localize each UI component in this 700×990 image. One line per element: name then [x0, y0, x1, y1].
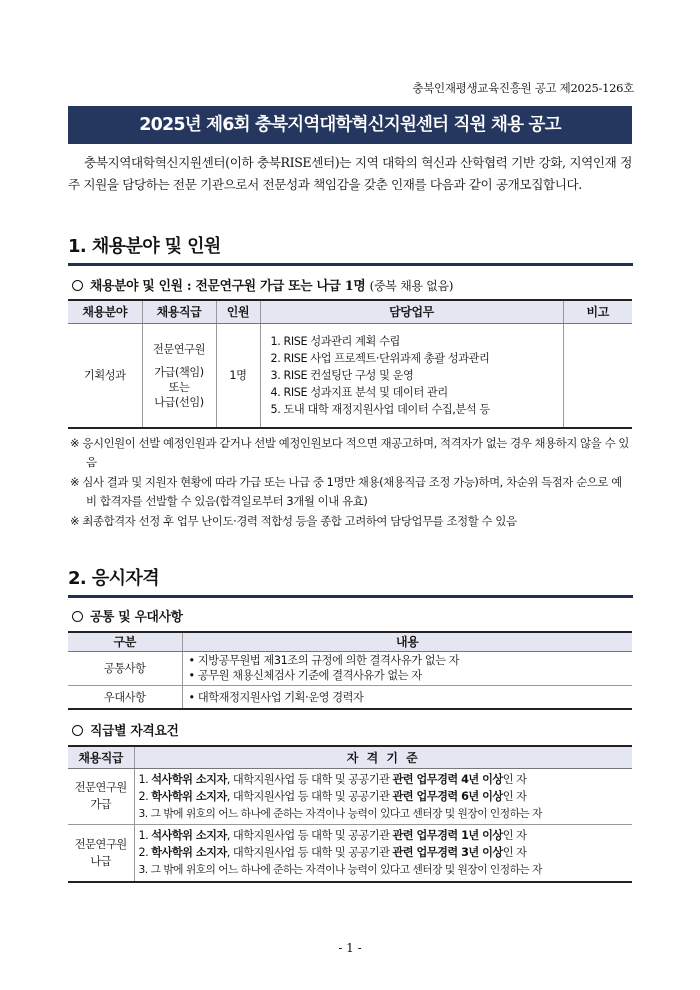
note-item: ※ 최종합격자 선정 후 업무 난이도·경력 적합성 등을 종합 고려하여 담당업무를 조정할 수 있음 — [70, 513, 517, 528]
duty-item: 5. 도내 대학 재정지원사업 데이터 수집,분석 등 — [270, 402, 490, 416]
criteria-item: 1. 석사학위 소지자, 대학지원사업 등 대학 및 공공기관 관련 업무경력 4년 이상인 자 — [138, 772, 527, 786]
header-content: 내용 — [182, 632, 632, 651]
rank-requirements-table — [68, 745, 632, 883]
subheading-recruitment — [72, 275, 453, 294]
header-field: 채용분야 — [68, 300, 142, 323]
list-item: • 대학재정지원사업 기획·운영 경력자 — [188, 690, 364, 704]
notes-list — [70, 434, 632, 531]
table-header-row — [68, 746, 632, 768]
duty-item: 4. RISE 성과지표 분석 및 데이터 관리 — [270, 385, 448, 399]
cell-remark — [563, 323, 632, 428]
duty-item: 3. RISE 컨설팅단 구성 및 운영 — [270, 368, 414, 382]
criteria-item: 3. 그 밖에 위호의 어느 하나에 준하는 자격이나 능력이 있다고 센터장 및 원장이 인정하는 자 — [138, 863, 542, 877]
intro-paragraph: 충북지역대학혁신지원센터(이하 충북RISE센터)는 지역 대학의 혁신과 산학협력 기반 강화, 지역인재 정주 지원을 담당하는 전문 기관으로서 전문성과 책임감을 갖춘 인재를 다음과 같이 공개모집합니다. — [68, 155, 632, 192]
table-header-row — [68, 300, 632, 323]
criteria-item: 3. 그 밖에 위호의 어느 하나에 준하는 자격이나 능력이 있다고 센터장 및 원장이 인정하는 자 — [138, 806, 542, 820]
page-number: - 1 - — [338, 941, 362, 955]
cell-criteria — [134, 768, 632, 824]
subheading-text: 직급별 자격요건 — [90, 724, 179, 739]
rank-line: 나급 — [90, 854, 112, 868]
notice-number: 충북인재평생교육진흥원 공고 제2025-126호 — [412, 81, 634, 95]
list-item: • 지방공무원법 제31조의 규정에 의한 결격사유가 없는 자 — [188, 654, 460, 667]
subheading-common — [72, 606, 183, 625]
cell-rank — [142, 323, 216, 428]
cell-rank — [68, 768, 134, 824]
header-rank: 채용직급 — [68, 746, 134, 768]
criteria-item: 2. 학사학위 소지자, 대학지원사업 등 대학 및 공공기관 관련 업무경력 3년 이상인 자 — [138, 846, 527, 860]
cell-count: 1명 — [216, 323, 260, 428]
circle-bullet-icon — [72, 611, 83, 622]
cell-criteria — [134, 824, 632, 882]
criteria-item: 2. 학사학위 소지자, 대학지원사업 등 대학 및 공공기관 관련 업무경력 6년 이상인 자 — [138, 789, 527, 803]
header-category: 구분 — [68, 632, 182, 651]
page-title: 2025년 제6회 충북지역대학혁신지원센터 직원 채용 공고 — [68, 106, 632, 144]
rank-line: 가급 — [90, 798, 112, 811]
table-row — [68, 323, 632, 428]
subheading-rank-requirements — [72, 720, 179, 739]
cell-rank — [68, 824, 134, 882]
rank-line: 전문연구원 — [152, 342, 206, 356]
duty-item: 2. RISE 사업 프로젝트·단위과제 총괄 성과관리 — [270, 351, 490, 365]
circle-bullet-icon — [72, 725, 83, 736]
table-header-row — [68, 632, 632, 651]
rank-line: 나급(선임) — [154, 395, 204, 409]
cell-content — [182, 651, 632, 685]
cell-category: 우대사항 — [68, 685, 182, 709]
rank-line: 또는 — [168, 380, 190, 394]
duty-item: 1. RISE 성과관리 계획 수립 — [270, 334, 400, 348]
note-item: ※ 심사 결과 및 지원자 현황에 따라 가급 또는 나급 중 1명만 채용(채용직급 조정 가능)하며, 차순위 득점자 순으로 예비 합격자를 선발할 수 있음(합격일로부터 3개월 이내 유효) — [70, 474, 622, 509]
cell-duties — [260, 323, 563, 428]
rank-line: 가급(책임) — [154, 365, 204, 379]
rank-line: 전문연구원 — [74, 837, 127, 851]
rank-line: 전문연구원 — [74, 781, 127, 794]
cell-category: 공통사항 — [68, 651, 182, 685]
table-row — [68, 824, 632, 882]
header-count: 인원 — [216, 300, 260, 323]
criteria-item: 1. 석사학위 소지자, 대학지원사업 등 대학 및 공공기관 관련 업무경력 1년 이상인 자 — [138, 829, 527, 843]
note-item: ※ 응시인원이 선발 예정인원과 같거나 선발 예정인원보다 적으면 재공고하며, 적격자가 없는 경우 채용하지 않을 수 있음 — [70, 436, 630, 470]
header-rank: 채용직급 — [142, 300, 216, 323]
subheading-note: (중복 채용 없음) — [369, 279, 454, 293]
section-heading-qualifications: 2. 응시자격 — [68, 564, 633, 598]
section-heading-recruitment: 1. 채용분야 및 인원 — [68, 232, 633, 266]
header-criteria: 자 격 기 준 — [134, 746, 632, 768]
table-row — [68, 651, 632, 685]
cell-field: 기획성과 — [68, 323, 142, 428]
list-item: • 공무원 채용신체검사 기준에 결격사유가 없는 자 — [188, 669, 422, 682]
subheading-text: 채용분야 및 인원 : 전문연구원 가급 또는 나급 1명 — [90, 279, 366, 294]
cell-content — [182, 685, 632, 709]
header-duties: 담당업무 — [260, 300, 563, 323]
subheading-text: 공통 및 우대사항 — [90, 610, 183, 625]
common-table — [68, 631, 632, 710]
table-row — [68, 768, 632, 824]
circle-bullet-icon — [72, 280, 83, 291]
table-row — [68, 685, 632, 709]
recruitment-table — [68, 299, 632, 429]
header-remark: 비고 — [563, 300, 632, 323]
